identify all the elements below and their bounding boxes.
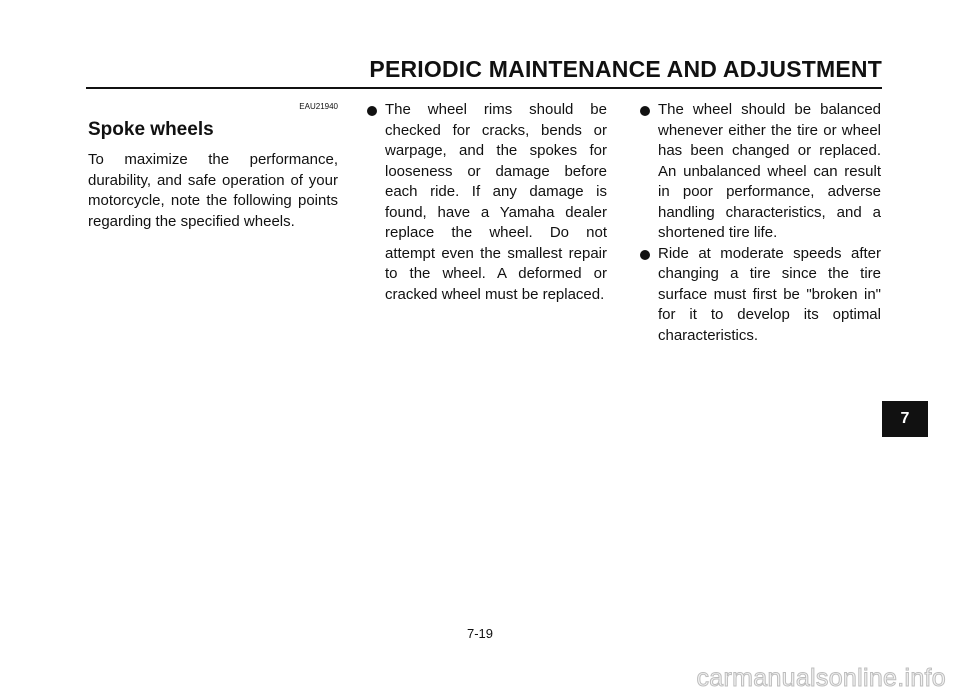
- intro-paragraph: To maximize the performance, durability, and safe operation of your motorcycle, note the following points regarding the specified wheels.: [88, 151, 338, 230]
- bullet-item: [640, 244, 881, 347]
- watermark: carmanualsonline.info: [696, 664, 946, 692]
- section-title: Spoke wheels: [88, 119, 214, 140]
- header-divider: [86, 87, 882, 89]
- left-column: [88, 100, 338, 232]
- right-column: [640, 100, 881, 346]
- bullet-text: The wheel rims should be checked for cracks, bends or warpage, and the spokes for looseness or damage before each ride. If any damage is found, have a Yamaha dealer replace the wheel. Do not attempt even the smallest repair to the wheel. A deformed or cracked wheel must be replaced.: [385, 101, 607, 303]
- bullet-dot-icon: [640, 250, 650, 260]
- page-number: 7-19: [466, 626, 494, 641]
- section-code: EAU21940: [299, 102, 338, 111]
- bullet-text: Ride at moderate speeds after changing a tire since the tire surface must first be "broken in" for it to develop its optimal characteristics.: [658, 244, 881, 344]
- page-header-title: PERIODIC MAINTENANCE AND ADJUSTMENT: [369, 56, 882, 82]
- bullet-dot-icon: [640, 106, 650, 116]
- bullet-item: [367, 100, 607, 305]
- middle-column: [367, 100, 607, 305]
- bullet-dot-icon: [367, 106, 377, 116]
- bullet-text: The wheel should be balanced whenever either the tire or wheel has been changed or replaced. An unbalanced wheel can result in poor performance, adverse handling characteristics, and a shortened tire life.: [658, 101, 881, 241]
- bullet-item: [640, 100, 881, 244]
- chapter-tab: 7: [882, 401, 928, 437]
